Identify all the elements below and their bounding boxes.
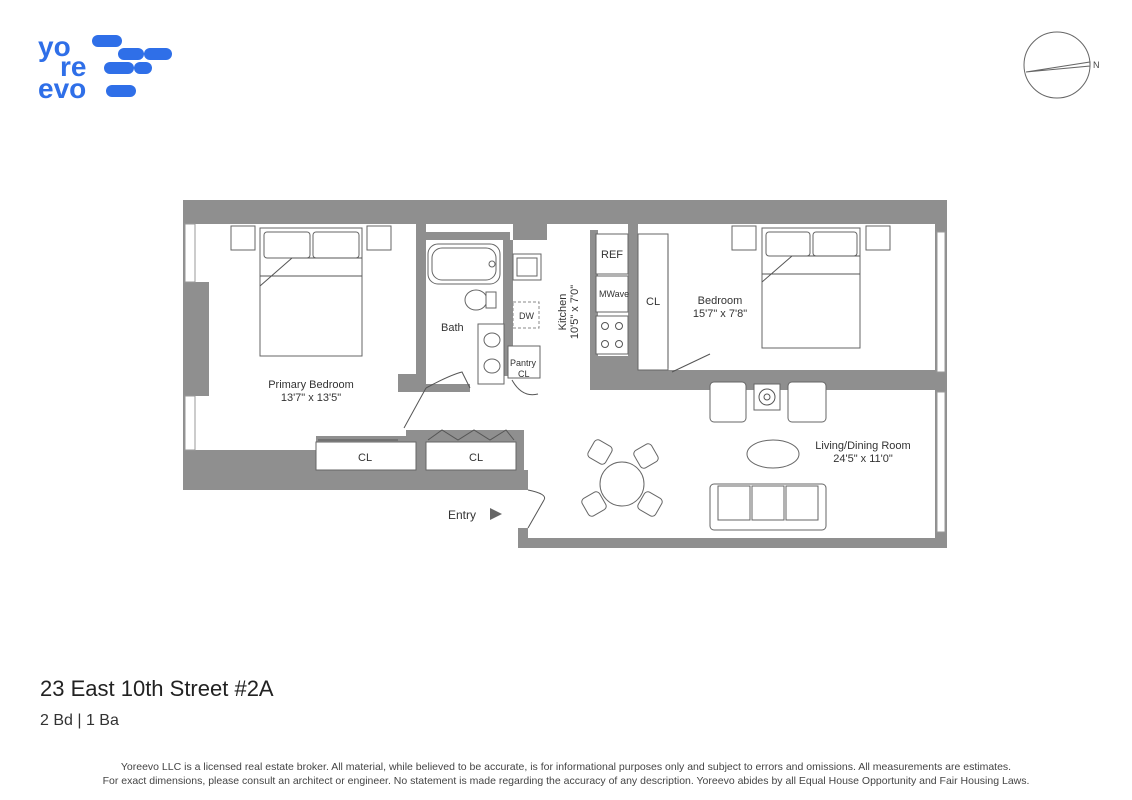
dining-table-icon — [580, 438, 663, 517]
bedroom-bed-icon — [732, 226, 890, 348]
bathroom-fixtures — [428, 244, 504, 384]
bath-label: Bath — [441, 322, 464, 334]
disclaimer-line-1: Yoreevo LLC is a licensed real estate broker. All material, while believed to be accurate, is for informational purposes only and subject to errors and omissions. All measurements are estimates. — [120, 761, 1012, 773]
primary-bedroom-label: Primary Bedroom — [268, 379, 354, 391]
legal-disclaimer — [40, 760, 1092, 788]
refrigerator-label: REF — [601, 249, 623, 261]
listing-address: 23 East 10th Street #2A — [40, 676, 274, 701]
coffee-table — [747, 440, 799, 468]
primary-bed-icon — [231, 226, 391, 356]
dishwasher-label: DW — [519, 311, 534, 321]
living-dining-label: Living/Dining Room — [815, 440, 911, 452]
entry-door — [528, 500, 544, 528]
logo-line-2: re — [60, 51, 87, 82]
pantry-sub-label: CL — [518, 369, 530, 379]
kitchen-sink-icon — [513, 254, 541, 280]
bedroom-dims: 15'7" x 7'8" — [692, 308, 748, 320]
kitchen-dims: 10'5" x 7'0" — [569, 284, 581, 340]
compass-north-label: N — [1093, 60, 1100, 70]
north-compass-icon — [1024, 32, 1100, 98]
microwave-label: MWave — [599, 289, 630, 299]
pantry-label: Pantry — [510, 358, 537, 368]
primary-bedroom-dims: 13'7" x 13'5" — [280, 392, 342, 404]
yoreevo-logo — [38, 31, 172, 104]
stove-icon — [596, 316, 628, 354]
armchair-icon — [710, 382, 826, 422]
entry-label: Entry — [448, 508, 477, 522]
entry-arrow-icon — [490, 508, 502, 520]
kitchen-label: Kitchen — [557, 293, 569, 331]
hall-closet-label: CL — [469, 452, 484, 464]
sofa-icon — [710, 484, 826, 530]
bath-door — [404, 388, 426, 428]
living-dining-dims: 24'5" x 11'0" — [833, 453, 893, 465]
logo-line-1: yo — [38, 31, 71, 62]
bedroom-door — [672, 354, 710, 372]
bedroom-closet-label: CL — [646, 296, 661, 308]
primary-closet-label: CL — [358, 452, 373, 464]
disclaimer-line-2: For exact dimensions, please consult an architect or engineer. No statement is made regarding the accuracy of any description. Yoreevo abides by all Equal House Opportunity and Fair Housing Laws. — [102, 775, 1030, 787]
logo-line-3: evo — [38, 73, 87, 104]
listing-summary: 2 Bd | 1 Ba — [40, 712, 119, 729]
bedroom-label: Bedroom — [697, 295, 743, 307]
